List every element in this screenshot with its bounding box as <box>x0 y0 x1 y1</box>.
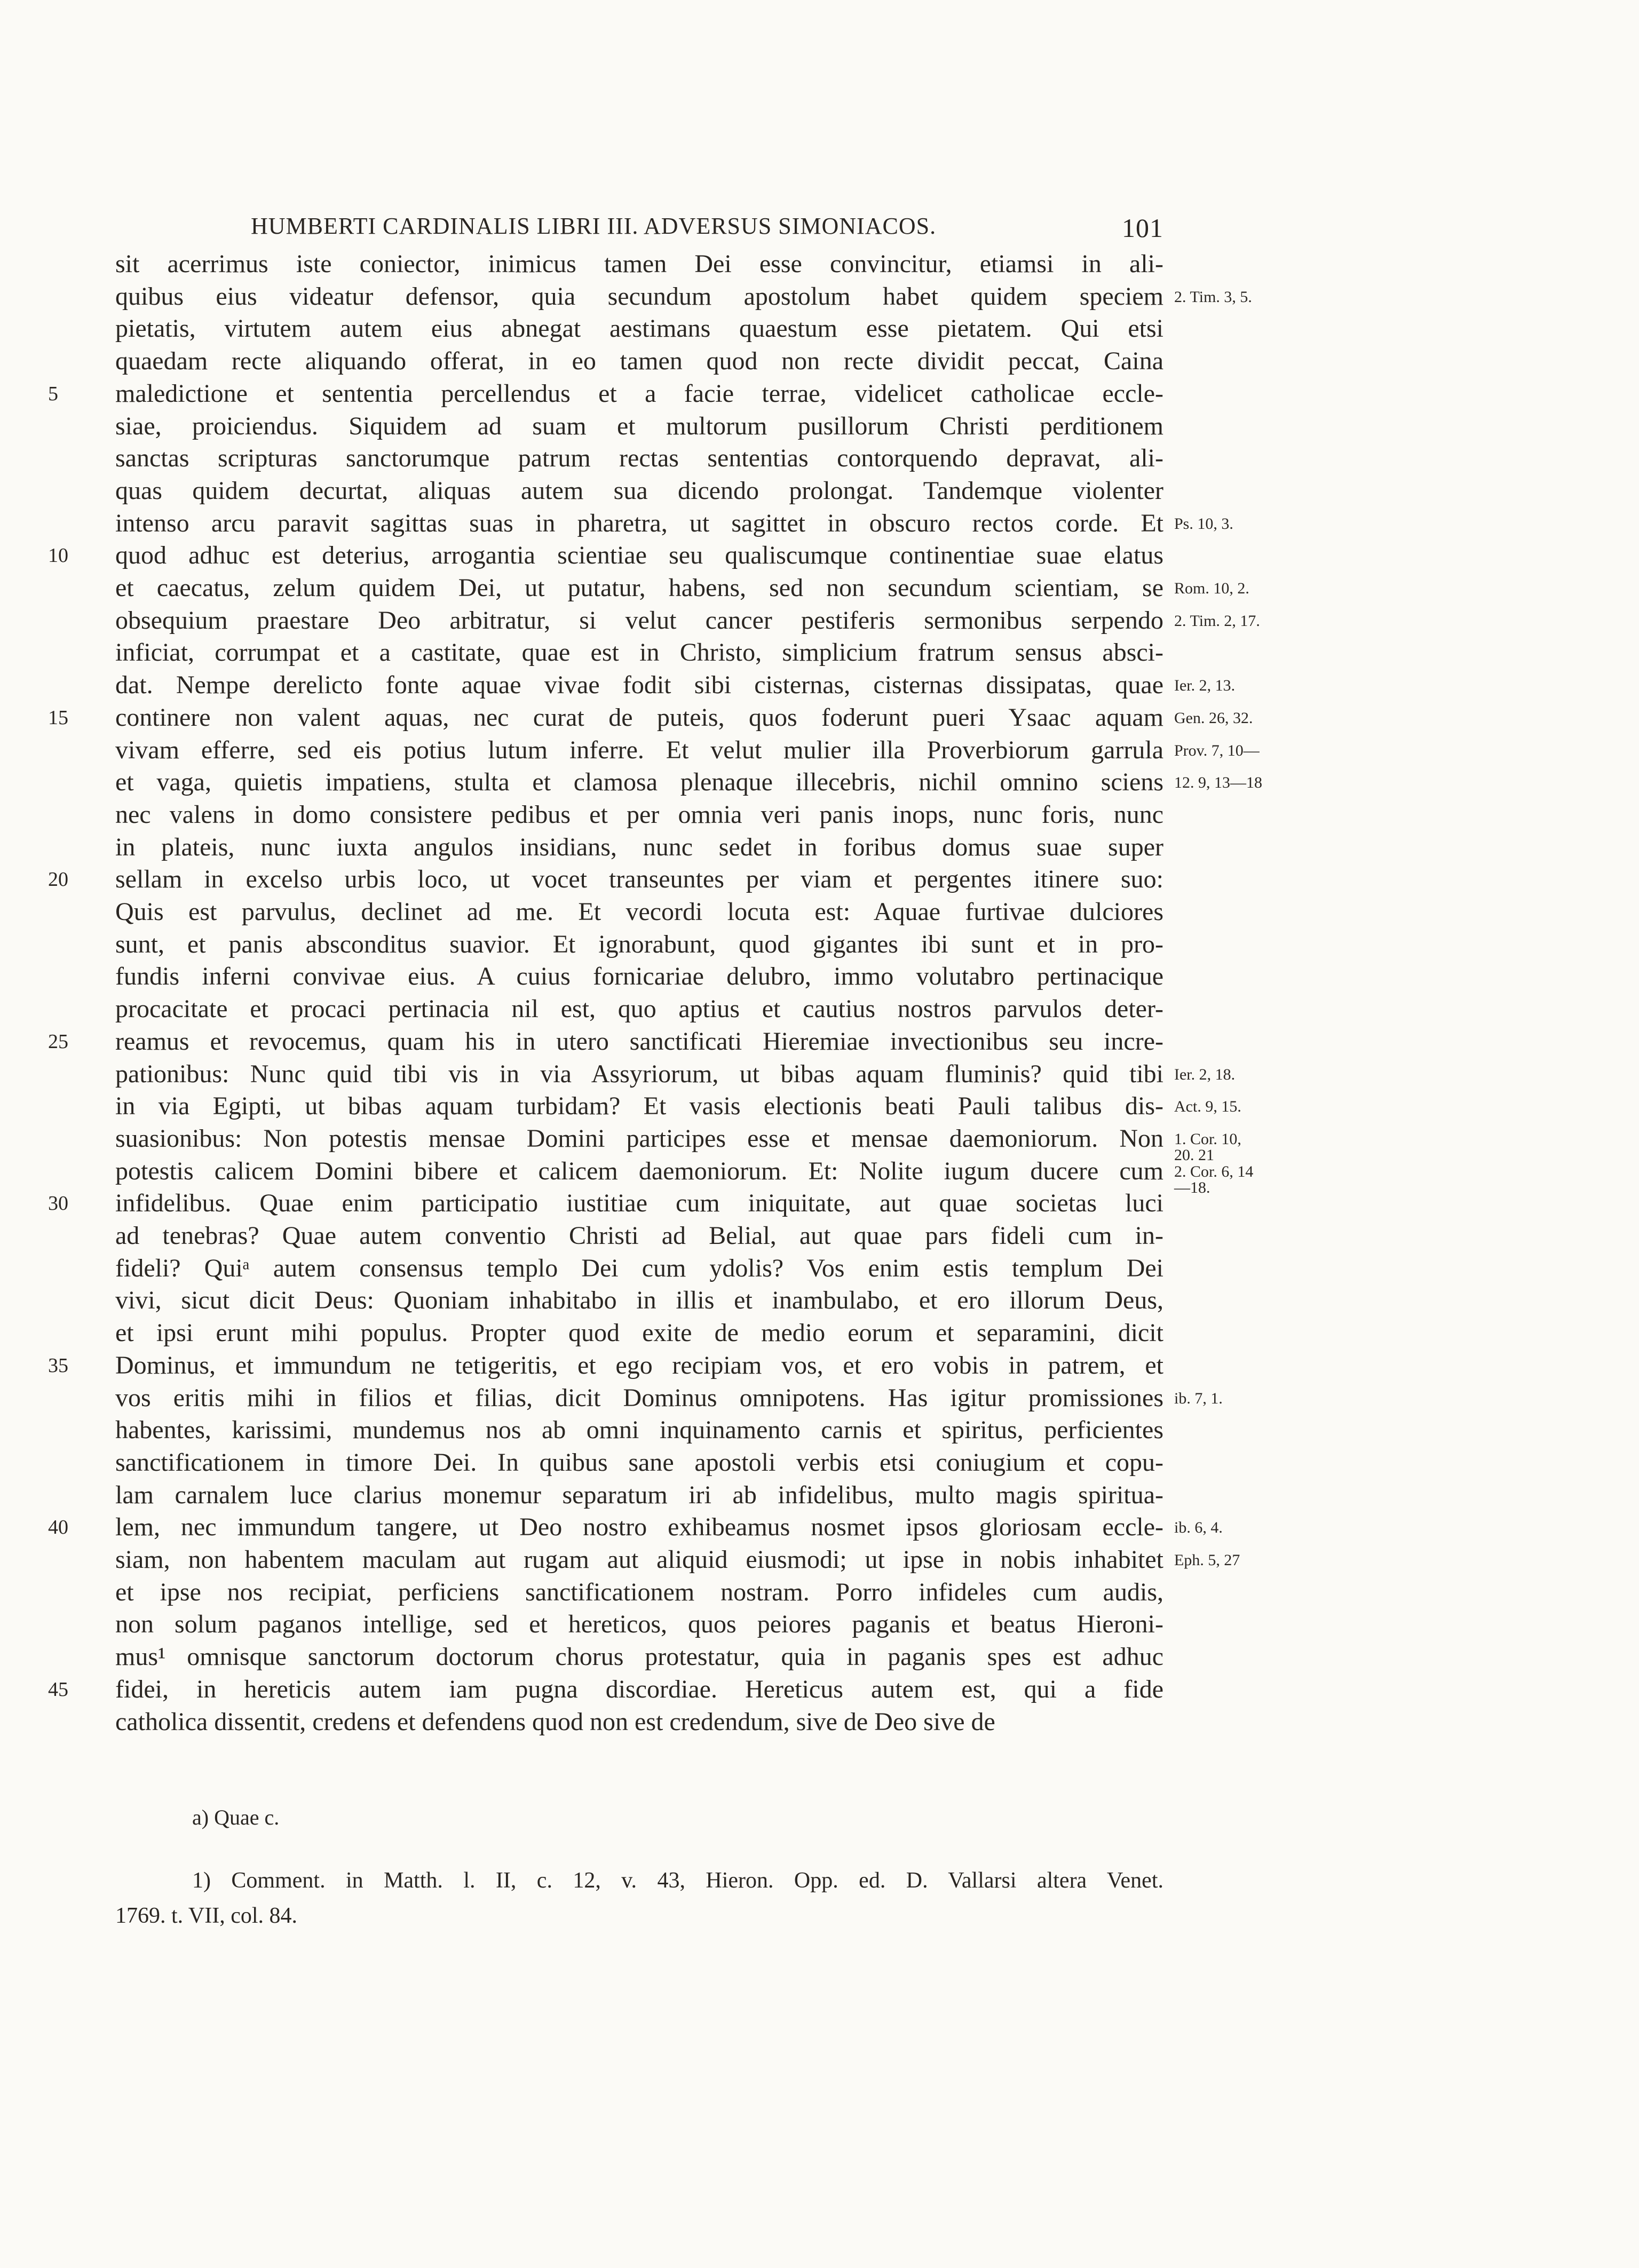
text-line: sit acerrimus iste coniector, inimicus tamen Dei esse convincitur, etiamsi in ali- <box>115 250 1163 278</box>
margin-ref: Act. 9, 15. <box>1174 1098 1241 1116</box>
text-line: et caecatus, zelum quidem Dei, ut putatur, habens, sed non secundum scientiam, se <box>115 574 1163 602</box>
text-line: dat. Nempe derelicto fonte aquae vivae fodit sibi cisternas, cisternas dissipatas, quae <box>115 671 1163 700</box>
text-line: quas quidem decurtat, aliquas autem sua dicendo prolongat. Tandemque violenter <box>115 476 1163 505</box>
margin-ref: 12. 9, 13—18 <box>1174 774 1262 792</box>
text-line: sellam in excelso urbis loco, ut vocet transeuntes per viam et pergentes itinere suo: <box>115 865 1163 894</box>
line-number: 30 <box>48 1192 68 1215</box>
text-line: infidelibus. Quae enim participatio iustitiae cum iniquitate, aut quae societas luci <box>115 1189 1163 1218</box>
text-line: obsequium praestare Deo arbitratur, si velut cancer pestiferis sermonibus serpendo <box>115 606 1163 635</box>
line-number: 45 <box>48 1678 68 1701</box>
text-line: potestis calicem Domini bibere et calicem daemoniorum. Et: Nolite iugum ducere cum <box>115 1156 1163 1185</box>
text-line: quibus eius videatur defensor, quia secundum apostolum habet quidem speciem <box>115 282 1163 311</box>
line-number: 40 <box>48 1516 68 1539</box>
line-number: 20 <box>48 868 68 891</box>
text-line: pationibus: Nunc quid tibi vis in via Assyriorum, ut bibas aquam fluminis? quid tibi <box>115 1059 1163 1088</box>
text-line: maledictione et sententia percellendus et a facie terrae, videlicet catholicae eccle- <box>115 379 1163 408</box>
text-line: reamus et revocemus, quam his in utero sanctificati Hieremiae invectionibus seu incre- <box>115 1027 1163 1056</box>
running-title: HUMBERTI CARDINALIS LIBRI III. ADVERSUS SIMONIACOS. <box>251 213 937 239</box>
text-line: inficiat, corrumpat et a castitate, quae est in Christo, simplicium fratrum sensus absci- <box>115 638 1163 667</box>
text-line: fideli? Quiᵃ autem consensus templo Dei cum ydolis? Vos enim estis templum Dei <box>115 1254 1163 1282</box>
text-line: lem, nec immundum tangere, ut Deo nostro exhibeamus nosmet ipsos gloriosam eccle- <box>115 1513 1163 1542</box>
line-number: 5 <box>48 382 58 405</box>
text-line: vos eritis mihi in filios et filias, dicit Dominus omnipotens. Has igitur promissiones <box>115 1383 1163 1412</box>
text-line: non solum paganos intellige, sed et hereticos, quos peiores paganis et beatus Hieroni- <box>115 1610 1163 1639</box>
text-line: in via Egipti, ut bibas aquam turbidam? Et vasis electionis beati Pauli talibus dis- <box>115 1092 1163 1121</box>
margin-ref: Eph. 5, 27 <box>1174 1551 1240 1569</box>
text-line: siam, non habentem maculam aut rugam aut aliquid eiusmodi; ut ipse in nobis inhabitet <box>115 1545 1163 1574</box>
text-line: Quis est parvulus, declinet ad me. Et vecordi locuta est: Aquae furtivae dulciores <box>115 898 1163 926</box>
text-line: nec valens in domo consistere pedibus et per omnia veri panis inops, nunc foris, nunc <box>115 800 1163 829</box>
text-line: fundis inferni convivae eius. A cuius fornicariae delubro, immo volutabro pertinacique <box>115 962 1163 991</box>
margin-ref: Ps. 10, 3. <box>1174 514 1233 533</box>
margin-ref: ib. 6, 4. <box>1174 1519 1223 1537</box>
text-line: vivam efferre, sed eis potius lutum inferre. Et velut mulier illa Proverbiorum garrula <box>115 735 1163 764</box>
text-line: ad tenebras? Quae autem conventio Christi ad Belial, aut quae pars fideli cum in- <box>115 1222 1163 1250</box>
margin-ref: 2. Cor. 6, 14 <box>1174 1162 1254 1180</box>
text-line: et ipse nos recipiat, perficiens sanctificationem nostram. Porro infideles cum audis, <box>115 1577 1163 1606</box>
text-line: Dominus, et immundum ne tetigeritis, et ego recipiam vos, et ero vobis in patrem, et <box>115 1351 1163 1379</box>
text-line: quod adhuc est deterius, arrogantia scientiae seu qualiscumque continentiae suae elatus <box>115 541 1163 570</box>
text-line: fidei, in hereticis autem iam pugna discordiae. Hereticus autem est, qui a fide <box>115 1675 1163 1703</box>
footnote-line-1: 1) Comment. in Matth. l. II, c. 12, v. 43, Hieron. Opp. ed. D. Vallarsi altera Venet. <box>192 1868 1163 1893</box>
margin-ref: 2. Tim. 2, 17. <box>1174 612 1260 630</box>
text-line: mus¹ omnisque sanctorum doctorum chorus protestatur, quia in paganis spes est adhuc <box>115 1643 1163 1671</box>
margin-ref: —18. <box>1174 1178 1210 1196</box>
margin-ref: Prov. 7, 10— <box>1174 741 1260 759</box>
footnote-line-2: 1769. t. VII, col. 84. <box>115 1904 298 1928</box>
line-number: 15 <box>48 706 68 729</box>
text-line: habentes, karissimi, mundemus nos ab omni inquinamento carnis et spiritus, perficientes <box>115 1416 1163 1445</box>
page-number: 101 <box>1122 213 1163 243</box>
text-line: vivi, sicut dicit Deus: Quoniam inhabitabo in illis et inambulabo, et ero illorum Deus, <box>115 1286 1163 1315</box>
line-number: 25 <box>48 1030 68 1053</box>
margin-ref: Rom. 10, 2. <box>1174 580 1249 597</box>
margin-ref: 20. 21 <box>1174 1146 1214 1164</box>
text-line: et vaga, quietis impatiens, stulta et clamosa plenaque illecebris, nichil omnino sciens <box>115 768 1163 797</box>
text-line: sanctificationem in timore Dei. In quibus sane apostoli verbis etsi coniugium et copu- <box>115 1448 1163 1477</box>
text-line: sunt, et panis absconditus suavior. Et ignorabunt, quod gigantes ibi sunt et in pro- <box>115 930 1163 958</box>
margin-ref: Ier. 2, 13. <box>1174 677 1236 695</box>
text-line: siae, proiciendus. Siquidem ad suam et multorum pusillorum Christi perditionem <box>115 411 1163 440</box>
text-line: procacitate et procaci pertinacia nil est, quo aptius et cautius nostros parvulos deter- <box>115 995 1163 1024</box>
margin-ref: Gen. 26, 32. <box>1174 709 1253 727</box>
text-line: quaedam recte aliquando offerat, in eo tamen quod non recte dividit peccat, Caina <box>115 347 1163 376</box>
line-number: 35 <box>48 1354 68 1377</box>
text-line: pietatis, virtutem autem eius abnegat aestimans quaestum esse pietatem. Qui etsi <box>115 314 1163 343</box>
text-line: intenso arcu paravit sagittas suas in pharetra, ut sagittet in obscuro rectos corde. Et <box>115 509 1163 537</box>
text-line: sanctas scripturas sanctorumque patrum rectas sententias contorquendo depravat, ali- <box>115 444 1163 473</box>
text-line: suasionibus: Non potestis mensae Domini participes esse et mensae daemoniorum. Non <box>115 1124 1163 1153</box>
margin-ref: 1. Cor. 10, <box>1174 1130 1241 1148</box>
text-line: lam carnalem luce clarius monemur separatum iri ab infidelibus, multo magis spiritua- <box>115 1480 1163 1509</box>
margin-ref: 2. Tim. 3, 5. <box>1174 288 1252 306</box>
text-line: et ipsi erunt mihi populus. Propter quod exite de medio eorum et separamini, dicit <box>115 1319 1163 1347</box>
text-line: in plateis, nunc iuxta angulos insidians, nunc sedet in foribus domus suae super <box>115 832 1163 861</box>
line-number: 10 <box>48 544 68 567</box>
margin-ref: Ier. 2, 18. <box>1174 1065 1236 1083</box>
margin-ref: ib. 7, 1. <box>1174 1389 1223 1407</box>
critical-note: a) Quae c. <box>192 1805 280 1829</box>
text-line: catholica dissentit, credens et defendens quod non est credendum, sive de Deo sive de <box>115 1707 995 1736</box>
text-line: continere non valent aquas, nec curat de puteis, quos foderunt pueri Ysaac aquam <box>115 703 1163 732</box>
